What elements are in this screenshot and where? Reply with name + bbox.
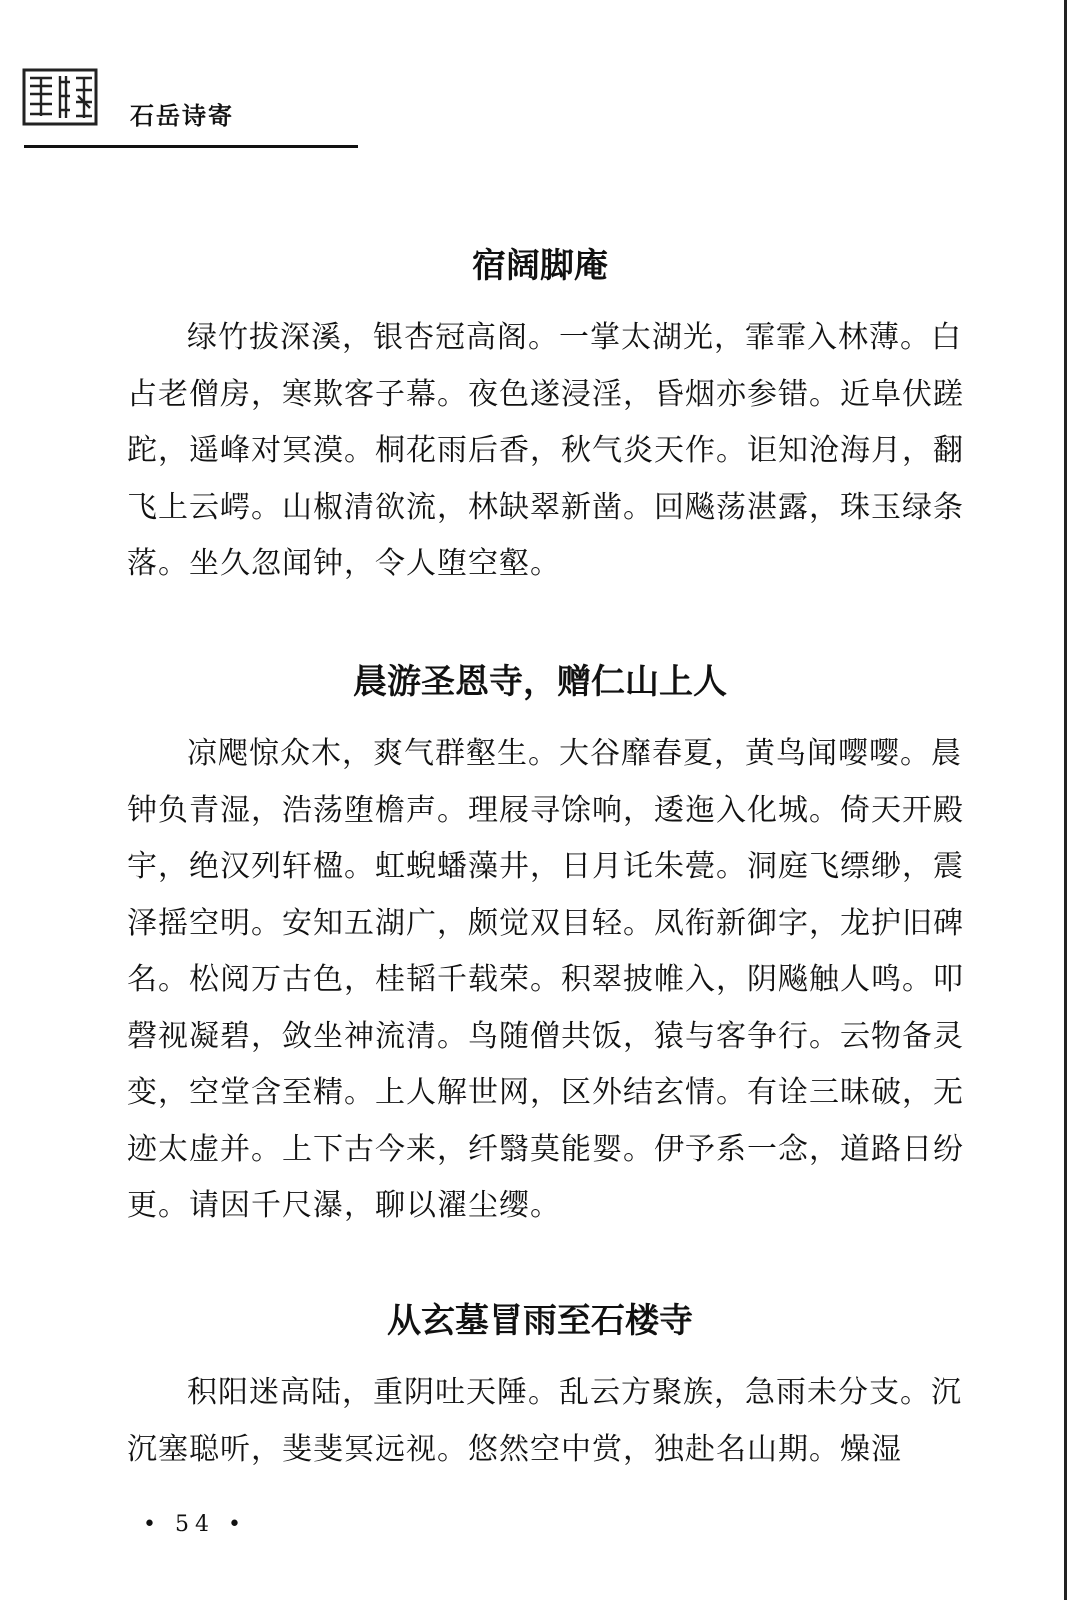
poem-body: 凉飔惊众木，爽气群壑生。大谷靡春夏，黄鸟闻嘤嘤。晨钟负青湿，浩荡堕檐声。理屐寻馀响，逶迤入化城。倚天开殿宇，绝汉列轩楹。虹蜺蟠藻井，日月讬朱甍。洞庭飞缥缈，震泽摇空明。安知五湖广，颇觉双目轻。凤衔新御字，龙护旧碑名。松阅万古色，桂韬千载荣。积翠披帷入，阴飚触人鸣。叩磬视凝碧，敛坐神流清。鸟随僧共饭，猿与客争行。云物备灵变，空堂含至精。上人解世网，区外结玄情。有诠三昧破，无迹太虚并。上下古今来，纤翳莫能婴。伊予系一念，道路日纷更。请因千尺瀑，聊以濯尘缨。 — [127, 736, 964, 1223]
poem-body: 绿竹拔深溪，银杏冠高阁。一掌太湖光，霏霏入林薄。白占老僧房，寒欺客子幕。夜色遂浸淫，昏烟亦参错。近阜伏蹉跎，遥峰对冥漠。桐花雨后香，秋气炎天作。讵知沧海月，翻飞上云崿。山椒清欲流，林缺翠新凿。回飚荡湛露，珠玉绿条落。坐久忽闻钟，令人堕空壑。 — [127, 320, 964, 581]
poem-title: 晨游圣恩寺，赠仁山上人 — [353, 662, 727, 702]
seal-stamp-icon — [22, 68, 98, 126]
poem-body: 积阳迷高陆，重阴吐天陲。乱云方聚族，急雨未分支。沉沉塞聪听，斐斐冥远视。悠然空中赏，独赴名山期。燥湿 — [127, 1375, 962, 1467]
poem-title: 从玄墓冒雨至石楼寺 — [387, 1301, 693, 1341]
page-number: • 54 • — [143, 1512, 247, 1537]
poem-title: 宿阔脚庵 — [472, 246, 608, 286]
header-rule — [24, 145, 358, 148]
scan-edge — [1064, 0, 1091, 1600]
running-head: 石岳诗寄 — [130, 102, 234, 130]
